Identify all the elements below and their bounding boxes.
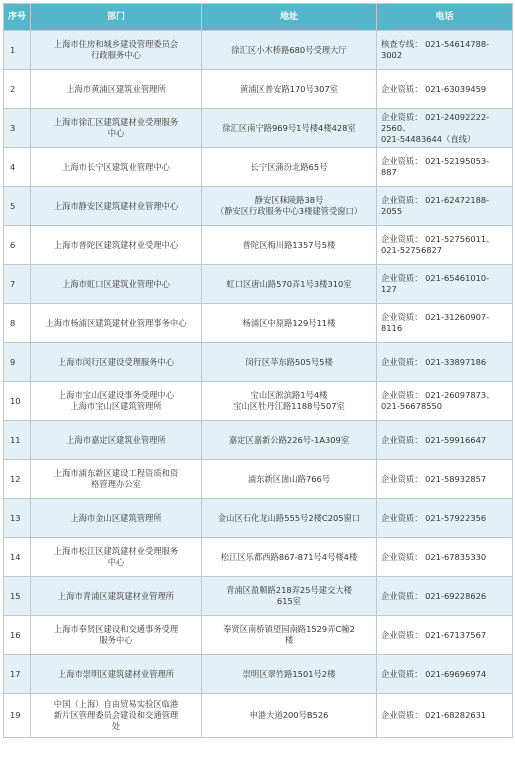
table-row (4, 187, 513, 226)
cell-phone-line: 企业资质： 021-67137567 (381, 629, 487, 640)
cell-phone-line: 企业资质： 021-62472188- (381, 195, 490, 205)
cell-addr-line: 浦东新区崮山路766号 (247, 473, 331, 484)
cell-dept (31, 460, 202, 499)
cell-no: 16 (4, 616, 31, 655)
cell-dept-line: 上海市黄浦区建筑业管理所 (66, 83, 166, 94)
cell-dept (31, 694, 202, 738)
cell-phone (377, 304, 513, 343)
table-row (4, 31, 513, 70)
cell-dept-line: 上海市普陀区建筑建材业受理中心 (53, 239, 179, 250)
cell-dept-line: 上海市嘉定区建筑业管理所 (66, 434, 166, 445)
cell-addr-line: 615室 (276, 596, 302, 606)
cell-dept-line: 新片区管理委员会建设和交通管理 (53, 710, 179, 720)
cell-no: 15 (4, 577, 31, 616)
table-row (4, 226, 513, 265)
cell-phone-line: 2560、 (381, 122, 411, 133)
cell-phone (377, 499, 513, 538)
cell-phone (377, 460, 513, 499)
cell-addr (202, 382, 377, 421)
cell-phone (377, 31, 513, 70)
cell-addr-line: 徐汇区南宁路969号1号楼4楼428室 (222, 122, 356, 133)
table-row (4, 538, 513, 577)
cell-dept-line: 行政服务中心 (91, 50, 141, 60)
cell-dept (31, 109, 202, 148)
cell-addr-line: 静安区秣陵路38号 (254, 195, 324, 205)
table-row (4, 616, 513, 655)
cell-phone-line: 核查专线： 021-54614788- (381, 39, 490, 49)
cell-dept-line: 上海市住房和城乡建设管理委员会 (53, 39, 179, 49)
cell-phone-line: 企业资质： 021-52195053- (381, 156, 490, 166)
cell-phone-line: 企业资质： 021-63039459 (381, 83, 487, 94)
cell-dept (31, 31, 202, 70)
cell-no: 9 (4, 343, 31, 382)
cell-phone (377, 694, 513, 738)
cell-addr (202, 70, 377, 109)
cell-dept (31, 655, 202, 694)
cell-dept (31, 421, 202, 460)
cell-dept (31, 187, 202, 226)
cell-addr (202, 616, 377, 655)
cell-addr (202, 460, 377, 499)
cell-dept-line: 上海市闵行区建设受理服务中心 (57, 356, 175, 367)
cell-no: 1 (4, 31, 31, 70)
cell-phone (377, 187, 513, 226)
cell-dept-line: 上海市杨浦区建筑建材业管理事务中心 (45, 317, 187, 328)
header-dept: 部门 (31, 4, 202, 31)
cell-addr-line: 宝山区淞滨路1号4楼 (250, 390, 328, 400)
cell-addr-line: 申港大道200号B526 (249, 710, 329, 720)
table-row (4, 148, 513, 187)
cell-phone-line: 021-54483644（直线） (381, 133, 476, 144)
cell-addr-line: 长宁区蒲汾北路65号 (250, 161, 328, 172)
cell-addr-line: 宝山区牡丹江路1188号507室 (233, 401, 345, 411)
cell-addr-line: 楼 (284, 635, 294, 645)
cell-dept (31, 304, 202, 343)
cell-no: 6 (4, 226, 31, 265)
cell-phone-line: 企业资质： 021-68282631 (381, 710, 487, 720)
cell-phone-line: 企业资质： 021-24092222- (381, 111, 490, 122)
cell-phone (377, 343, 513, 382)
cell-dept (31, 616, 202, 655)
cell-dept-line: 上海市静安区建筑建材业管理中心 (53, 200, 179, 211)
cell-addr (202, 577, 377, 616)
table-row (4, 694, 513, 738)
cell-no: 5 (4, 187, 31, 226)
cell-addr-line: 金山区石化龙山路555号2楼C205窗口 (217, 512, 361, 523)
cell-phone (377, 577, 513, 616)
cell-addr (202, 265, 377, 304)
cell-dept (31, 343, 202, 382)
cell-dept-line: 中心 (107, 128, 125, 138)
cell-phone (377, 655, 513, 694)
cell-phone-line: 企业资质： 021-58932857 (381, 473, 487, 484)
cell-addr-line: 奉贤区南桥镇望园南路1529弄C幢2 (223, 624, 355, 634)
cell-addr-line: 松江区乐都西路867-871号4号楼4楼 (220, 551, 358, 562)
cell-addr-line: 闵行区莘东路505号5楼 (245, 356, 333, 367)
cell-dept (31, 538, 202, 577)
cell-phone-line: 企业资质： 021-31260907- (381, 312, 490, 322)
cell-dept-line: 上海市长宁区建筑业管理中心 (62, 161, 170, 172)
header-no: 序号 (4, 4, 31, 31)
cell-addr-line: 崇明区翠竹路1501号2楼 (242, 668, 336, 679)
cell-phone (377, 265, 513, 304)
cell-dept-line: 上海市崇明区建筑建材业管理所 (57, 668, 175, 679)
cell-addr (202, 499, 377, 538)
cell-addr (202, 343, 377, 382)
cell-addr-line: 青浦区盈顺路218弄25号建交大楼 (226, 585, 352, 595)
cell-no: 11 (4, 421, 31, 460)
cell-addr (202, 694, 377, 738)
header-addr: 地址 (202, 4, 377, 31)
cell-phone (377, 109, 513, 148)
table-header (4, 4, 513, 31)
cell-addr-line: 普陀区梅川路1357号5楼 (242, 239, 336, 250)
cell-dept (31, 265, 202, 304)
cell-dept (31, 226, 202, 265)
cell-phone (377, 70, 513, 109)
cell-addr-line: 杨浦区中原路129号11楼 (242, 317, 336, 328)
cell-no: 3 (4, 109, 31, 148)
cell-dept-line: 上海市青浦区建筑建材业管理所 (57, 590, 175, 601)
cell-dept-line: 上海市松江区建筑建材业受理服务 (53, 546, 179, 556)
table-body (4, 31, 513, 738)
table-row (4, 70, 513, 109)
cell-phone-line: 021-52756827 (381, 245, 443, 255)
cell-phone-line: 企业资质： 021-69228626 (381, 590, 487, 601)
cell-phone-line: 8116 (381, 323, 403, 333)
cell-dept-line: 上海市徐汇区建筑建材业受理服务 (53, 117, 179, 127)
cell-phone (377, 382, 513, 421)
cell-no: 4 (4, 148, 31, 187)
cell-addr (202, 538, 377, 577)
cell-phone-line: 企业资质： 021-59916647 (381, 434, 487, 445)
header-row (4, 4, 513, 31)
cell-phone-line: 企业资质： 021-69696974 (381, 668, 487, 679)
cell-dept (31, 499, 202, 538)
cell-phone (377, 538, 513, 577)
cell-no: 17 (4, 655, 31, 694)
cell-phone (377, 226, 513, 265)
cell-dept (31, 577, 202, 616)
cell-dept-line: 上海市金山区建筑管理所 (70, 512, 162, 523)
cell-dept-line: 上海市浦东新区建设工程资质和资 (53, 468, 179, 478)
cell-phone (377, 616, 513, 655)
cell-no: 19 (4, 694, 31, 738)
cell-addr (202, 31, 377, 70)
cell-dept (31, 70, 202, 109)
table-row (4, 382, 513, 421)
cell-addr (202, 148, 377, 187)
cell-phone-line: 企业资质： 021-26097873、 (381, 390, 495, 400)
cell-phone-line: 3002 (381, 50, 403, 60)
cell-dept-line: 格管理办公室 (91, 479, 141, 489)
table-row (4, 304, 513, 343)
cell-dept (31, 148, 202, 187)
cell-addr (202, 655, 377, 694)
cell-addr (202, 109, 377, 148)
cell-dept-line: 上海市奉贤区建设和交通事务受理 (53, 624, 179, 634)
cell-phone-line: 企业资质： 021-67835330 (381, 551, 487, 562)
cell-dept-line: 上海市宝山区建筑管理所 (70, 401, 162, 411)
cell-addr-line: 黄浦区普安路170号307室 (239, 83, 339, 94)
cell-dept-line: 中国（上海）自由贸易实验区临港 (53, 699, 179, 709)
cell-addr (202, 304, 377, 343)
cell-addr-line: （静安区行政服务中心3楼建管受窗口） (215, 206, 363, 216)
cell-dept-line: 上海市宝山区建设事务受理中心 (57, 390, 175, 400)
table-row (4, 655, 513, 694)
cell-phone-line: 2055 (381, 206, 403, 216)
cell-dept-line: 服务中心 (99, 635, 133, 645)
cell-phone-line: 企业资质： 021-33897186 (381, 356, 487, 367)
cell-addr-line: 嘉定区嘉新公路226号-1A309室 (228, 434, 350, 445)
cell-phone-line: 企业资质： 021-65461010- (381, 273, 490, 283)
cell-no: 2 (4, 70, 31, 109)
cell-dept-line: 中心 (107, 557, 125, 567)
cell-addr-line: 虹口区唐山路570弄1号3楼310室 (226, 278, 352, 289)
contact-table (3, 3, 513, 738)
cell-no: 7 (4, 265, 31, 304)
cell-addr-line: 徐汇区小木桥路680号受理大厅 (231, 44, 347, 55)
table-row (4, 499, 513, 538)
cell-addr (202, 187, 377, 226)
cell-phone-line: 887 (381, 167, 397, 177)
cell-dept-line: 处 (111, 721, 121, 731)
cell-dept-line: 上海市虹口区建筑业管理中心 (62, 278, 170, 289)
table-row (4, 421, 513, 460)
cell-no: 8 (4, 304, 31, 343)
cell-phone-line: 企业资质： 021-52756011、 (381, 234, 495, 244)
cell-no: 10 (4, 382, 31, 421)
header-phone: 电话 (377, 4, 513, 31)
cell-addr (202, 421, 377, 460)
cell-no: 12 (4, 460, 31, 499)
cell-no: 13 (4, 499, 31, 538)
cell-phone (377, 148, 513, 187)
table-row (4, 577, 513, 616)
cell-no: 14 (4, 538, 31, 577)
table-row (4, 460, 513, 499)
cell-phone (377, 421, 513, 460)
table-row (4, 265, 513, 304)
cell-addr (202, 226, 377, 265)
cell-phone-line: 127 (381, 284, 397, 294)
cell-phone-line: 企业资质： 021-57922356 (381, 512, 487, 523)
cell-dept (31, 382, 202, 421)
table-row (4, 343, 513, 382)
table-row (4, 109, 513, 148)
cell-phone-line: 021-56678550 (381, 401, 443, 411)
